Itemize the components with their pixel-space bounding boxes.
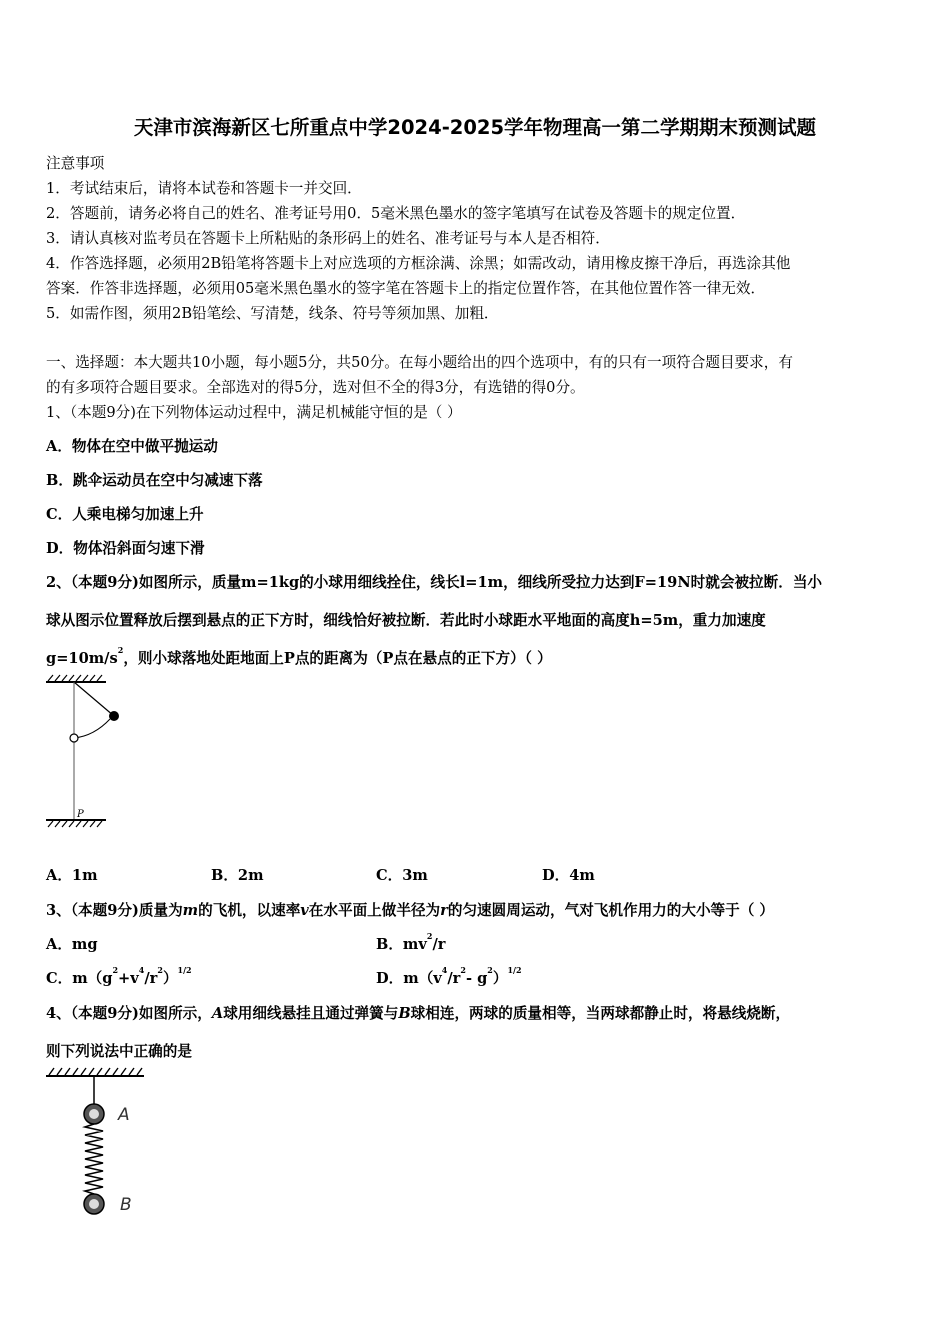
notice-item: 2．答题前，请务必将自己的姓名、准考证号用0．5毫米黑色墨水的签字笔填写在试卷及答题卡的规定位置．: [46, 205, 746, 222]
superscript: 1/2: [177, 965, 192, 975]
question-4-stem: 则下列说法中正确的是: [46, 1043, 192, 1060]
page-title: 天津市滨海新区七所重点中学2024-2025学年物理高一第二学期期末预测试题: [133, 116, 817, 139]
text-span: ）: [492, 970, 508, 987]
notice-item: 答案．作答非选择题，必须用05毫米黑色墨水的签字笔在答题卡上的指定位置作答，在其他位置作答一律无效．: [46, 280, 766, 297]
question-4-stem: [46, 1002, 790, 1023]
superscript: 4: [138, 965, 145, 975]
text-span: ）: [162, 970, 178, 987]
question-1-option-a: A．物体在空中做平抛运动: [46, 438, 218, 455]
question-2-option-a: A．1m: [46, 867, 98, 884]
string-line: [74, 682, 114, 716]
question-2-option-d: D．4m: [542, 867, 595, 884]
text-span: 球用细线悬挂且通过弹簧与: [223, 1005, 399, 1022]
text-span: 的匀速圆周运动，气对飞机作用力的大小等于（ ）: [447, 902, 774, 919]
ceiling-hatch: [49, 1068, 142, 1075]
var-b: B: [398, 1005, 411, 1022]
text-span: ，则小球落地处距地面上P点的距离为（P点在悬点的正下方）（ ）: [123, 650, 552, 667]
superscript: 2: [117, 645, 124, 655]
superscript: 2: [112, 965, 119, 975]
point-p-label: P: [77, 809, 84, 820]
text-span: g=10m/s: [46, 650, 118, 667]
text-span: - g: [465, 970, 488, 987]
superscript: 2: [157, 965, 163, 975]
question-3-option-a: A．mg: [46, 936, 98, 953]
question-2-option-b: B．2m: [211, 867, 264, 884]
text-span: 在水平面上做半径为: [308, 902, 441, 919]
question-2-stem: [46, 647, 552, 668]
question-3-option-b: [376, 933, 445, 954]
var-m: m: [182, 902, 199, 919]
label-a: A: [118, 1105, 130, 1125]
notice-heading: 注意事项: [46, 155, 105, 172]
var-a: A: [211, 1005, 224, 1022]
text-span: D．m（v: [376, 970, 442, 987]
text-span: 的飞机，以速率: [198, 902, 301, 919]
question-3-stem: [46, 899, 774, 920]
superscript: 2: [426, 931, 433, 941]
text-span: /r: [447, 970, 461, 987]
notice-item: 3．请认真核对监考员在答题卡上所粘贴的条形码上的姓名、准考证号与本人是否相符．: [46, 230, 610, 247]
text-span: 3、（本题9分)质量为: [46, 902, 183, 919]
question-3-option-c: [46, 967, 192, 988]
superscript: 4: [441, 965, 448, 975]
section-instructions: 一、选择题：本大题共10小题，每小题5分，共50分。在每小题给出的四个选项中，有的只有一项符合题目要求，有: [46, 354, 793, 371]
superscript: 2: [487, 965, 493, 975]
text-span: 球相连，两球的质量相等，当两球都静止时，将悬线烧断，: [410, 1005, 791, 1022]
ball-a-highlight: [89, 1109, 99, 1119]
var-r: r: [440, 902, 448, 919]
label-b: B: [120, 1195, 132, 1215]
ball: [109, 711, 119, 721]
superscript: 2: [460, 965, 466, 975]
superscript: 1/2: [507, 965, 522, 975]
text-span: B．mv: [376, 936, 427, 953]
text-span: C．m（g: [46, 970, 113, 987]
notice-item: 1．考试结束后，请将本试卷和答题卡一并交回．: [46, 180, 362, 197]
question-1-option-b: B．跳伞运动员在空中匀减速下落: [46, 472, 263, 489]
pendulum-figure: [44, 672, 126, 832]
var-v: v: [300, 902, 309, 919]
question-2-stem: 球从图示位置释放后摆到悬点的正下方时，细线恰好被拉断．若此时小球距水平地面的高度h=5m，重力加速度: [46, 612, 766, 629]
ceiling-hatch: [48, 675, 102, 681]
ball-b-highlight: [89, 1199, 99, 1209]
swing-arc: [74, 719, 110, 738]
text-span: 4、（本题9分)如图所示，: [46, 1005, 212, 1022]
section-instructions: 的有多项符合题目要求。全部选对的得5分，选对但不全的得3分，有选错的得0分。: [46, 379, 585, 396]
question-1-stem: 1、（本题9分)在下列物体运动过程中，满足机械能守恒的是（ ）: [46, 404, 462, 421]
question-2-stem: 2、（本题9分)如图所示，质量m=1kg的小球用细线拴住，线长l=1m，细线所受拉力达到F=19N时就会被拉断．当小: [46, 574, 823, 591]
question-3-option-d: [376, 967, 522, 988]
lowest-point: [70, 734, 78, 742]
text-span: /r: [432, 936, 446, 953]
question-1-option-c: C．人乘电梯匀加速上升: [46, 506, 204, 523]
spring-figure: [44, 1064, 154, 1220]
question-2-option-c: C．3m: [376, 867, 428, 884]
spring: [85, 1124, 103, 1194]
ground-hatch: [48, 821, 102, 827]
text-span: /r: [144, 970, 158, 987]
notice-item: 4．作答选择题，必须用2B铅笔将答题卡上对应选项的方框涂满、涂黑；如需改动，请用橡皮擦干净后，再选涂其他: [46, 255, 791, 272]
question-1-option-d: D．物体沿斜面匀速下滑: [46, 540, 205, 557]
notice-item: 5．如需作图，须用2B铅笔绘、写清楚，线条、符号等须加黑、加粗．: [46, 305, 499, 322]
text-span: +v: [118, 970, 139, 987]
